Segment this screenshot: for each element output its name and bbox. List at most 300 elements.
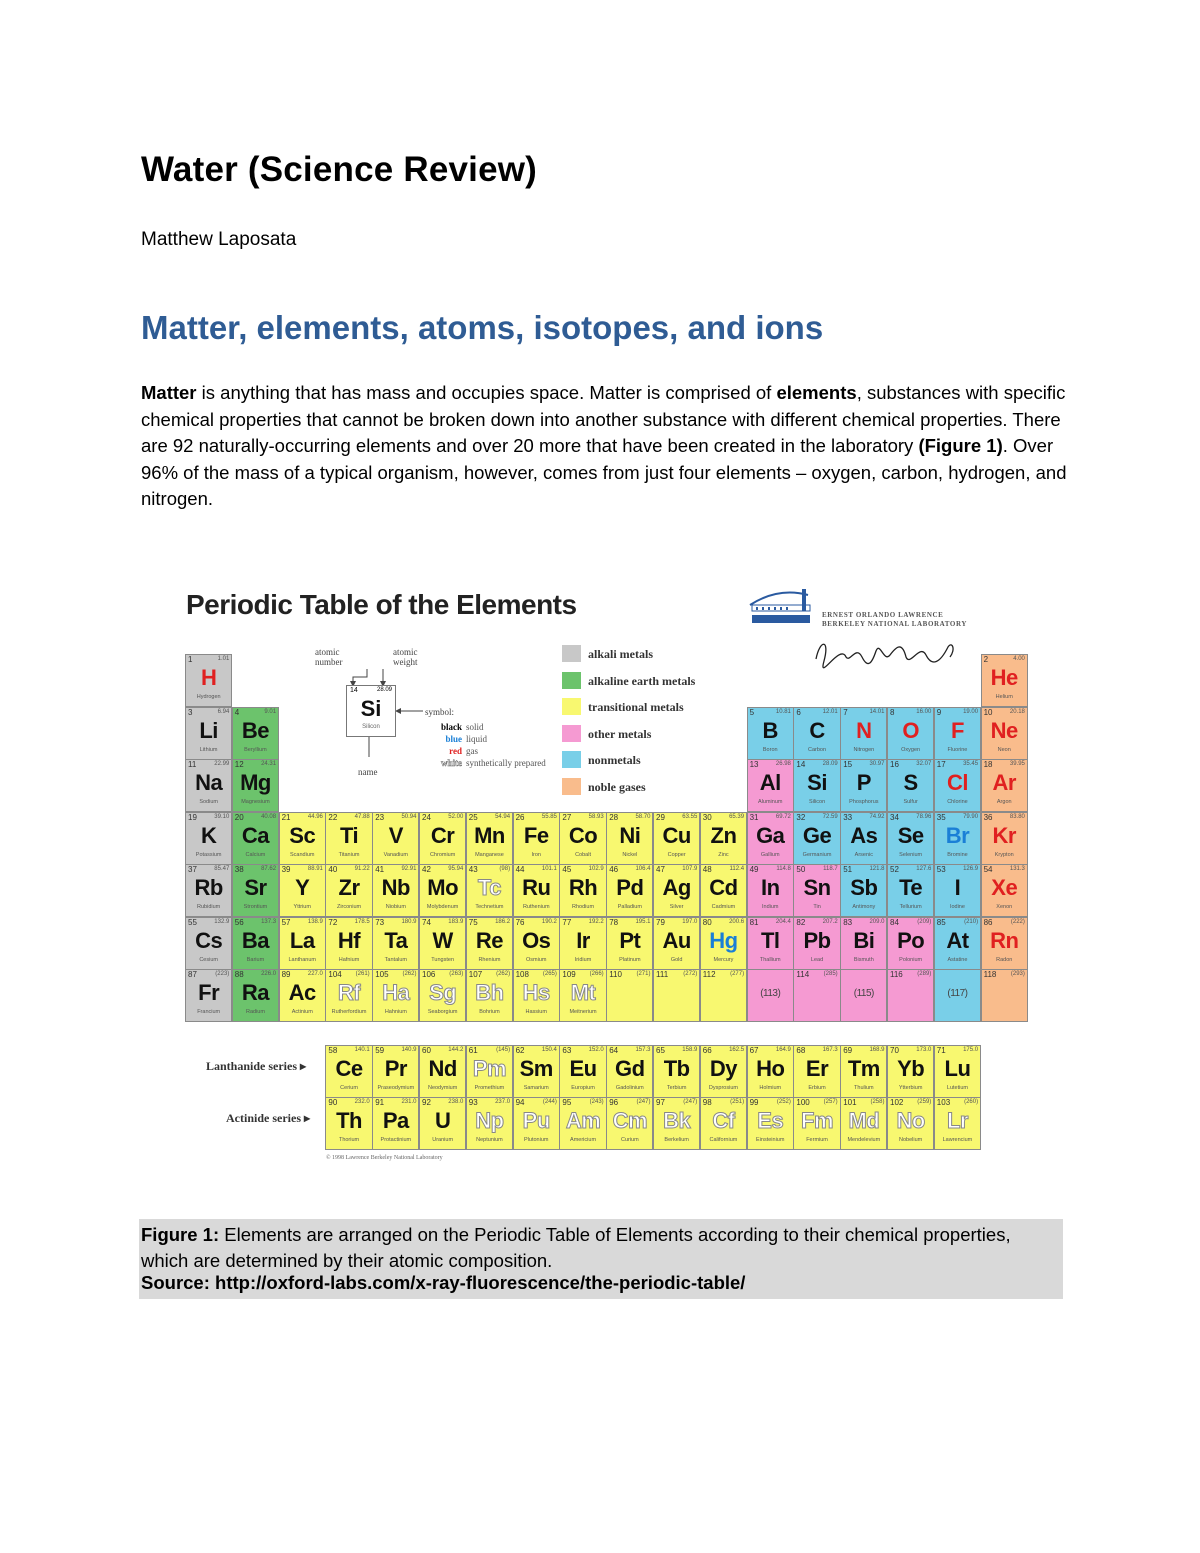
atomic-weight: (145): [496, 1046, 511, 1053]
element-symbol: Bi: [853, 927, 875, 953]
atomic-number: 3: [188, 707, 193, 717]
atomic-number: 100: [796, 1098, 810, 1107]
element-symbol: Ba: [241, 927, 269, 953]
atomic-number: 42: [422, 865, 431, 874]
atomic-number: 14: [796, 760, 806, 769]
actinide-series-label: Actinide series ▸: [226, 1111, 311, 1125]
element-name: Ruthenium: [522, 904, 550, 910]
element-cell: [606, 812, 653, 865]
element-name: Tungsten: [431, 956, 455, 963]
element-cell: [559, 1097, 606, 1150]
atomic-number: 91: [375, 1098, 385, 1107]
element-grid: [180, 575, 1040, 1175]
element-symbol: Ga: [756, 822, 785, 848]
atomic-weight: 168.9: [869, 1046, 885, 1053]
atomic-number: 52: [890, 865, 899, 874]
atomic-number: 33: [843, 812, 853, 822]
element-symbol: He: [990, 665, 1018, 690]
element-name: Strontium: [243, 904, 268, 910]
atomic-weight: 40.08: [261, 813, 277, 820]
figure-title: Periodic Table of the Elements: [186, 589, 577, 620]
element-cell: [793, 917, 840, 970]
element-symbol: Nd: [428, 1055, 457, 1081]
element-symbol: Zn: [710, 822, 737, 848]
element-symbol: In: [760, 875, 780, 900]
element-symbol: At: [946, 927, 969, 953]
element-symbol: Ni: [619, 822, 641, 848]
atomic-weight: (261): [355, 971, 370, 977]
element-cell: [372, 917, 419, 970]
element-symbol: Am: [565, 1108, 601, 1133]
atomic-number: 79: [656, 917, 665, 927]
atomic-weight: (243): [589, 1099, 604, 1105]
element-name: Samarium: [523, 1084, 549, 1091]
element-cell: [513, 812, 560, 865]
atomic-number: 2: [983, 655, 989, 664]
atomic-weight: 118.7: [823, 866, 838, 872]
element-symbol: P: [856, 770, 871, 795]
atomic-number: 56: [234, 917, 244, 927]
atomic-number: 7: [843, 707, 848, 717]
atomic-weight: 72.59: [822, 813, 838, 820]
element-symbol: Sc: [289, 822, 316, 848]
element-symbol: Hf: [337, 927, 361, 953]
atomic-number: 44: [515, 865, 525, 874]
element-name: Helium: [995, 694, 1013, 700]
element-name: Argon: [996, 799, 1012, 805]
element-name: Lithium: [199, 746, 218, 753]
element-name: Hydrogen: [196, 694, 221, 700]
element-cell: [372, 1045, 419, 1098]
atomic-number: 11: [188, 760, 197, 769]
element-name: Gallium: [760, 851, 780, 858]
element-cell: [981, 707, 1028, 760]
element-name: Germanium: [802, 851, 832, 858]
atomic-weight: 58.93: [588, 813, 604, 820]
atomic-weight: (289): [917, 971, 932, 977]
element-symbol: Pd: [616, 875, 644, 900]
atomic-number: 49: [749, 865, 759, 874]
atomic-number: 46: [609, 865, 619, 874]
atomic-number: 58: [328, 1045, 338, 1055]
state-description: liquid: [466, 734, 488, 744]
element-name: Carbon: [808, 746, 827, 753]
element-name: Uranium: [432, 1137, 454, 1143]
atomic-weight: (210): [964, 918, 979, 925]
state-color-name: white: [441, 758, 462, 768]
element-symbol: B: [762, 717, 778, 743]
element-name: Thulium: [854, 1084, 874, 1091]
atomic-weight: 88.91: [307, 866, 323, 872]
atomic-number: 98: [702, 1098, 712, 1107]
element-name: Bohrium: [479, 1009, 500, 1015]
element-name: Nickel: [622, 851, 638, 858]
atomic-number: 63: [562, 1045, 572, 1055]
legend-label: alkaline earth metals: [588, 673, 696, 688]
element-cell: [793, 969, 840, 1022]
atomic-weight: 132.9: [214, 918, 230, 925]
element-symbol: Ta: [384, 927, 408, 953]
atomic-weight: 24.31: [261, 761, 277, 767]
atomic-number: 6: [796, 707, 801, 717]
atomic-weight: 55.85: [541, 813, 557, 820]
element-symbol: Br: [945, 822, 970, 848]
atomic-number: 19: [188, 812, 197, 822]
atomic-weight: 192.2: [588, 918, 604, 925]
element-name: Francium: [197, 1009, 221, 1015]
paragraph-text: is anything that has mass and occupies space. Matter is comprised of: [196, 382, 777, 403]
element-name: Titanium: [338, 851, 360, 858]
atomic-weight: (98): [499, 866, 511, 872]
atomic-weight: 54.94: [495, 813, 511, 820]
element-symbol: Ne: [990, 717, 1018, 743]
element-cell: [513, 1045, 560, 1098]
atomic-weight: (262): [496, 971, 511, 977]
atomic-weight: 39.10: [214, 813, 230, 820]
element-name: Calcium: [245, 851, 266, 858]
element-symbol: Mt: [570, 980, 596, 1005]
element-cell: [700, 917, 747, 970]
atomic-number: 66: [702, 1045, 712, 1055]
atomic-number: 92: [422, 1098, 431, 1107]
atomic-number: 26: [515, 812, 525, 822]
atomic-number: 83: [843, 917, 853, 927]
element-cell: [372, 1097, 419, 1150]
element-symbol: Cs: [195, 927, 223, 953]
element-name: Palladium: [617, 904, 642, 910]
element-name: Thallium: [759, 956, 781, 963]
atomic-number: 61: [468, 1045, 478, 1055]
element-name: Platinum: [619, 956, 641, 963]
element-symbol: Yb: [897, 1055, 925, 1081]
atomic-weight: (251): [730, 1099, 745, 1105]
element-symbol: Rn: [990, 927, 1019, 953]
atomic-number: 99: [749, 1098, 759, 1107]
element-cell: [887, 759, 934, 812]
element-cell: [513, 1097, 560, 1150]
element-cell: [466, 917, 513, 970]
atomic-weight: 238.0: [448, 1099, 464, 1105]
element-cell: [232, 812, 279, 865]
element-symbol: Sg: [429, 980, 457, 1005]
atomic-number: 53: [936, 865, 946, 874]
element-symbol: Fm: [801, 1108, 834, 1133]
atomic-weight: 9.01: [264, 708, 277, 715]
key-sample-tile: 14 28.09 Si Silicon: [346, 685, 396, 737]
element-name: Manganese: [475, 851, 504, 858]
element-symbol: I: [954, 875, 961, 900]
element-symbol: Cm: [612, 1108, 648, 1133]
section-heading: Matter, elements, atoms, isotopes, and ions: [141, 309, 824, 346]
element-symbol: Cl: [946, 770, 968, 795]
element-cell: [700, 1045, 747, 1098]
element-symbol: (117): [947, 988, 968, 999]
atomic-number: 27: [562, 812, 572, 822]
element-cell: [793, 812, 840, 865]
atomic-weight: 173.0: [916, 1046, 932, 1053]
element-cell: [840, 1097, 887, 1150]
element-name: Rhodium: [572, 904, 595, 910]
element-symbol: Ho: [756, 1055, 785, 1081]
atomic-weight: 227.0: [307, 971, 323, 977]
element-cell: [466, 864, 513, 917]
element-cell: [840, 759, 887, 812]
atomic-weight: (247): [636, 1099, 651, 1105]
element-cell: [934, 969, 981, 1022]
author-name: Matthew Laposata: [141, 229, 297, 250]
atomic-number: 108: [515, 970, 529, 979]
atomic-number: 50: [796, 865, 806, 874]
element-cell: [981, 864, 1028, 917]
atomic-number: 110: [609, 970, 622, 979]
element-name: Mendelevium: [847, 1137, 881, 1143]
atomic-weight: 200.6: [729, 918, 745, 925]
atomic-weight: (272): [683, 971, 698, 977]
legend-label: nonmetals: [588, 753, 641, 767]
element-cell: [934, 917, 981, 970]
atomic-number: 9: [936, 707, 942, 717]
legend-label: transitional metals: [588, 700, 684, 714]
atomic-weight: 102.9: [588, 866, 604, 872]
atomic-weight: 85.47: [214, 866, 230, 872]
element-name: Chromium: [429, 851, 456, 858]
element-symbol: N: [856, 717, 872, 743]
element-cell: [887, 812, 934, 865]
element-cell: [419, 864, 466, 917]
element-cell: [653, 917, 700, 970]
atomic-weight: 91.22: [354, 866, 370, 872]
source-label: Source:: [141, 1272, 210, 1293]
atomic-weight: 6.94: [217, 708, 230, 715]
atomic-weight: 207.2: [822, 918, 838, 925]
atomic-number: 116: [890, 970, 903, 979]
element-symbol: Tm: [847, 1055, 880, 1081]
element-name: Rhenium: [478, 956, 501, 963]
atomic-weight: 12.01: [822, 708, 838, 715]
atomic-weight: 195.1: [635, 918, 651, 925]
atomic-weight: 158.9: [682, 1046, 698, 1053]
element-name: Barium: [246, 956, 265, 963]
element-symbol: No: [896, 1108, 925, 1133]
element-symbol: Xe: [991, 875, 1018, 900]
atomic-number: 43: [468, 865, 478, 874]
element-name: Copper: [667, 851, 686, 858]
atomic-weight: (247): [683, 1099, 698, 1105]
atomic-weight: 1.01: [217, 656, 230, 662]
element-symbol: U: [434, 1108, 451, 1133]
element-name: Sulfur: [903, 799, 918, 805]
element-symbol: Kr: [992, 822, 1016, 848]
atomic-weight: 74.92: [869, 813, 885, 820]
atomic-number: 25: [468, 812, 478, 822]
atomic-number: 70: [890, 1045, 899, 1055]
element-cell: [934, 812, 981, 865]
element-name: Tin: [813, 904, 821, 910]
atomic-weight: 101.1: [541, 866, 557, 872]
element-name: Actinium: [291, 1009, 313, 1015]
element-symbol: Ti: [339, 822, 359, 848]
element-cell: [185, 707, 232, 760]
element-cell: [372, 969, 419, 1022]
element-symbol: Co: [568, 822, 598, 848]
atomic-number: 20: [234, 812, 244, 822]
element-cell: [747, 707, 794, 760]
element-symbol: Be: [241, 717, 269, 743]
atomic-weight: 112.4: [729, 866, 745, 872]
element-name: Zinc: [718, 851, 729, 858]
atomic-number: 106: [422, 970, 436, 979]
atomic-weight: 231.0: [401, 1099, 417, 1105]
atomic-weight: (263): [449, 971, 464, 977]
element-cell: [279, 917, 326, 970]
element-name: Silicon: [808, 799, 826, 805]
atomic-weight: 164.9: [775, 1046, 791, 1053]
element-symbol: Cr: [430, 822, 455, 848]
element-cell: [700, 812, 747, 865]
element-cell: [653, 864, 700, 917]
element-symbol: Md: [848, 1108, 880, 1133]
atomic-number: 112: [702, 970, 716, 979]
element-name: Osmium: [526, 956, 547, 963]
element-name: Cesium: [199, 956, 218, 963]
element-cell: [793, 1045, 840, 1098]
atomic-number: 105: [375, 970, 389, 979]
element-name: Iodine: [949, 904, 965, 910]
element-symbol: Ca: [241, 822, 269, 848]
element-symbol: Pr: [384, 1055, 407, 1081]
element-cell: [934, 707, 981, 760]
atomic-weight: (244): [542, 1099, 557, 1105]
atomic-weight: 47.88: [354, 813, 370, 820]
atomic-number: 111: [656, 970, 669, 979]
element-cell: [840, 917, 887, 970]
state-description: synthetically prepared: [466, 758, 546, 768]
element-cell: [934, 864, 981, 917]
atomic-weight: 150.4: [541, 1046, 557, 1053]
atomic-weight: (277): [730, 971, 745, 977]
element-symbol: (113): [760, 988, 781, 999]
atomic-weight: 144.2: [448, 1046, 464, 1053]
state-description: gas: [466, 746, 478, 756]
element-name: Gadolinium: [615, 1084, 644, 1091]
legend-label: alkali metals: [588, 647, 653, 661]
element-symbol: F: [950, 717, 964, 743]
element-name: Bromine: [947, 851, 968, 858]
atomic-weight: 121.8: [869, 866, 885, 872]
element-symbol: Al: [759, 770, 781, 795]
atomic-number: 51: [843, 865, 853, 874]
atomic-weight: (262): [402, 971, 417, 977]
element-symbol: Sb: [850, 875, 878, 900]
element-name: Lawrencium: [942, 1137, 973, 1143]
atomic-number: 37: [188, 865, 197, 874]
element-name: Iron: [531, 851, 541, 858]
atomic-number: 118: [983, 970, 997, 979]
atomic-number: 40: [328, 865, 338, 874]
figure-caption: [139, 1219, 1063, 1299]
atomic-weight: 16.00: [916, 708, 932, 715]
atomic-number: 16: [890, 760, 899, 769]
source-link[interactable]: http://oxford-labs.com/x-ray-fluorescence/the-periodic-table/: [209, 1272, 746, 1293]
element-cell: [372, 812, 419, 865]
element-symbol: Cf: [712, 1108, 735, 1133]
atomic-number: 41: [375, 865, 385, 874]
element-name: Praseodymium: [377, 1084, 415, 1091]
element-name: Astatine: [947, 956, 968, 963]
atomic-weight: 178.5: [354, 918, 370, 925]
atomic-weight: 138.9: [307, 918, 323, 925]
element-cell: [747, 759, 794, 812]
element-cell: [981, 917, 1028, 970]
element-symbol: Dy: [709, 1055, 737, 1081]
element-name: Silver: [669, 904, 684, 910]
element-name: Vanadium: [383, 851, 409, 858]
atomic-weight: (222): [1010, 918, 1025, 925]
atomic-weight: 65.39: [729, 813, 745, 820]
caption-source: [141, 1272, 745, 1294]
element-symbol: W: [432, 927, 453, 953]
element-name: Sodium: [199, 799, 218, 805]
element-cell: [840, 864, 887, 917]
element-cell: [325, 864, 372, 917]
atomic-weight: 197.0: [682, 918, 698, 925]
element-cell: [185, 864, 232, 917]
element-cell: [840, 1045, 887, 1098]
atomic-weight: (259): [917, 1099, 932, 1105]
atomic-weight: 44.96: [307, 813, 323, 820]
element-name: Iridium: [574, 956, 592, 963]
atomic-weight: 79.90: [963, 813, 979, 820]
element-symbol: Th: [336, 1108, 362, 1133]
atomic-weight: 87.62: [261, 866, 277, 872]
atomic-weight: 140.1: [354, 1046, 370, 1053]
element-name: Beryllium: [244, 746, 267, 753]
atomic-weight: 83.80: [1009, 813, 1025, 820]
atomic-weight: (271): [636, 971, 651, 977]
atomic-number: 47: [656, 865, 665, 874]
atomic-weight: 107.9: [682, 866, 698, 872]
atomic-number: 15: [843, 760, 853, 769]
element-cell: [934, 1045, 981, 1098]
element-cell: [840, 707, 887, 760]
atomic-number: 81: [749, 917, 759, 927]
atomic-number-label: atomic number: [315, 647, 343, 667]
element-cell: [747, 1045, 794, 1098]
atomic-weight: 30.97: [869, 761, 885, 767]
element-name: Potassium: [195, 851, 222, 858]
element-name: Terbium: [666, 1084, 687, 1091]
atomic-number: 74: [422, 917, 431, 927]
atomic-number: 31: [749, 812, 759, 822]
element-name: Hahnium: [384, 1009, 407, 1015]
element-name: Phosphorus: [849, 799, 879, 805]
atomic-number: 34: [890, 812, 899, 822]
element-name: Krypton: [994, 851, 1014, 858]
element-cell: [981, 812, 1028, 865]
element-cell: [747, 917, 794, 970]
element-name: Tellurium: [899, 904, 922, 910]
element-name: Lanthanum: [288, 956, 316, 963]
element-cell: [747, 969, 794, 1022]
atomic-weight: 50.94: [401, 813, 417, 820]
element-symbol: Ag: [662, 875, 691, 900]
element-symbol: S: [903, 770, 918, 795]
element-cell: [887, 969, 934, 1022]
element-name: Seaborgium: [427, 1009, 458, 1015]
atomic-weight: (260): [964, 1099, 979, 1105]
element-symbol: Ru: [522, 875, 551, 900]
atomic-number: 80: [702, 917, 712, 927]
